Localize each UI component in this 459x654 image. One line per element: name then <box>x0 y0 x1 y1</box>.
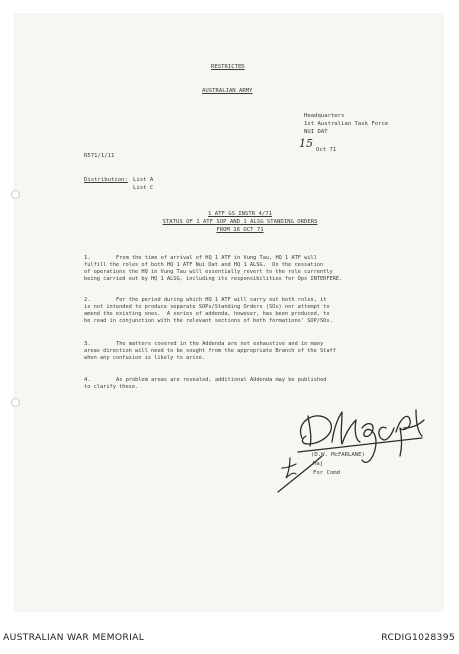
signatory-rank: Maj <box>313 461 324 467</box>
paragraph-line: be read in conjunction with the relevant sections of both formations' SOP/SOs. <box>84 318 333 324</box>
paragraph-line: is not intended to produce separate SOPs/Standing Orders (SOs) nor attempt to <box>84 304 330 310</box>
distribution-label: Distribution: <box>84 177 128 183</box>
distribution-list-c: List C <box>133 185 154 191</box>
army-heading: AUSTRALIAN ARMY <box>202 88 253 94</box>
paragraph-number: 3. <box>84 341 91 347</box>
paragraph-number: 1. <box>84 255 91 261</box>
paragraph-line: From the time of arrival of HQ 1 ATF in Vung Tau, HQ 1 ATF will <box>116 255 317 261</box>
paragraph-number: 4. <box>84 377 91 383</box>
paragraph-line: being carried out by HQ 1 ALSG, including its responsibilities for Ops INTERFERE. <box>84 276 343 282</box>
file-reference: R571/1/11 <box>84 153 115 159</box>
address-line-2: 1st Australian Task Force <box>304 121 389 127</box>
paragraph-line: For the period during which HQ 1 ATF will carry out both roles, it <box>116 297 327 303</box>
paragraph-number: 2. <box>84 297 91 303</box>
classification-heading: RESTRICTED <box>211 64 245 70</box>
instruction-number: 1 ATF GS INSTR 4/71 <box>208 211 272 217</box>
signatory-for: For Comd <box>313 470 340 476</box>
signatory-name: (D.W. McFARLANE) <box>311 452 365 458</box>
distribution-list-a: List A <box>133 177 154 183</box>
instruction-title: STATUS OF 1 ATF SOP AND 1 ALSG STANDING ORDERS <box>162 219 318 225</box>
punch-hole <box>11 190 20 199</box>
paragraph-line: of operations the HQ in Vung Tau will essentially revert to the role currently <box>84 269 333 275</box>
footer-record-id: RCDIG1028395 <box>381 632 455 643</box>
paragraph-line: areas direction will need to be sought from the appropriate Branch of the Staff <box>84 348 336 354</box>
punch-hole <box>11 398 20 407</box>
address-line-3: NUI DAT <box>304 129 328 135</box>
footer-source: AUSTRALIAN WAR MEMORIAL <box>3 632 145 643</box>
paragraph-line: The matters covered in the Addenda are not exhaustive and in many <box>116 341 324 347</box>
paragraph-line: when any confusion is likely to arise. <box>84 355 206 361</box>
paragraph-line: to clarify these. <box>84 384 139 390</box>
paragraph-line: fulfill the roles of both HQ 1 ATF Nui Dat and HQ 1 ALSG. On the cessation <box>84 262 324 268</box>
paragraph-line: As problem areas are revealed, additional Addenda may be published <box>116 377 327 383</box>
address-line-1: Headquarters <box>304 113 345 119</box>
date-month-year: Oct 71 <box>316 147 337 153</box>
instruction-effective-date: FROM 16 OCT 71 <box>216 227 264 233</box>
date-day-handwritten: 15 <box>299 137 313 150</box>
paragraph-line: amend the existing ones. A series of addenda, however, has been produced, to <box>84 311 330 317</box>
